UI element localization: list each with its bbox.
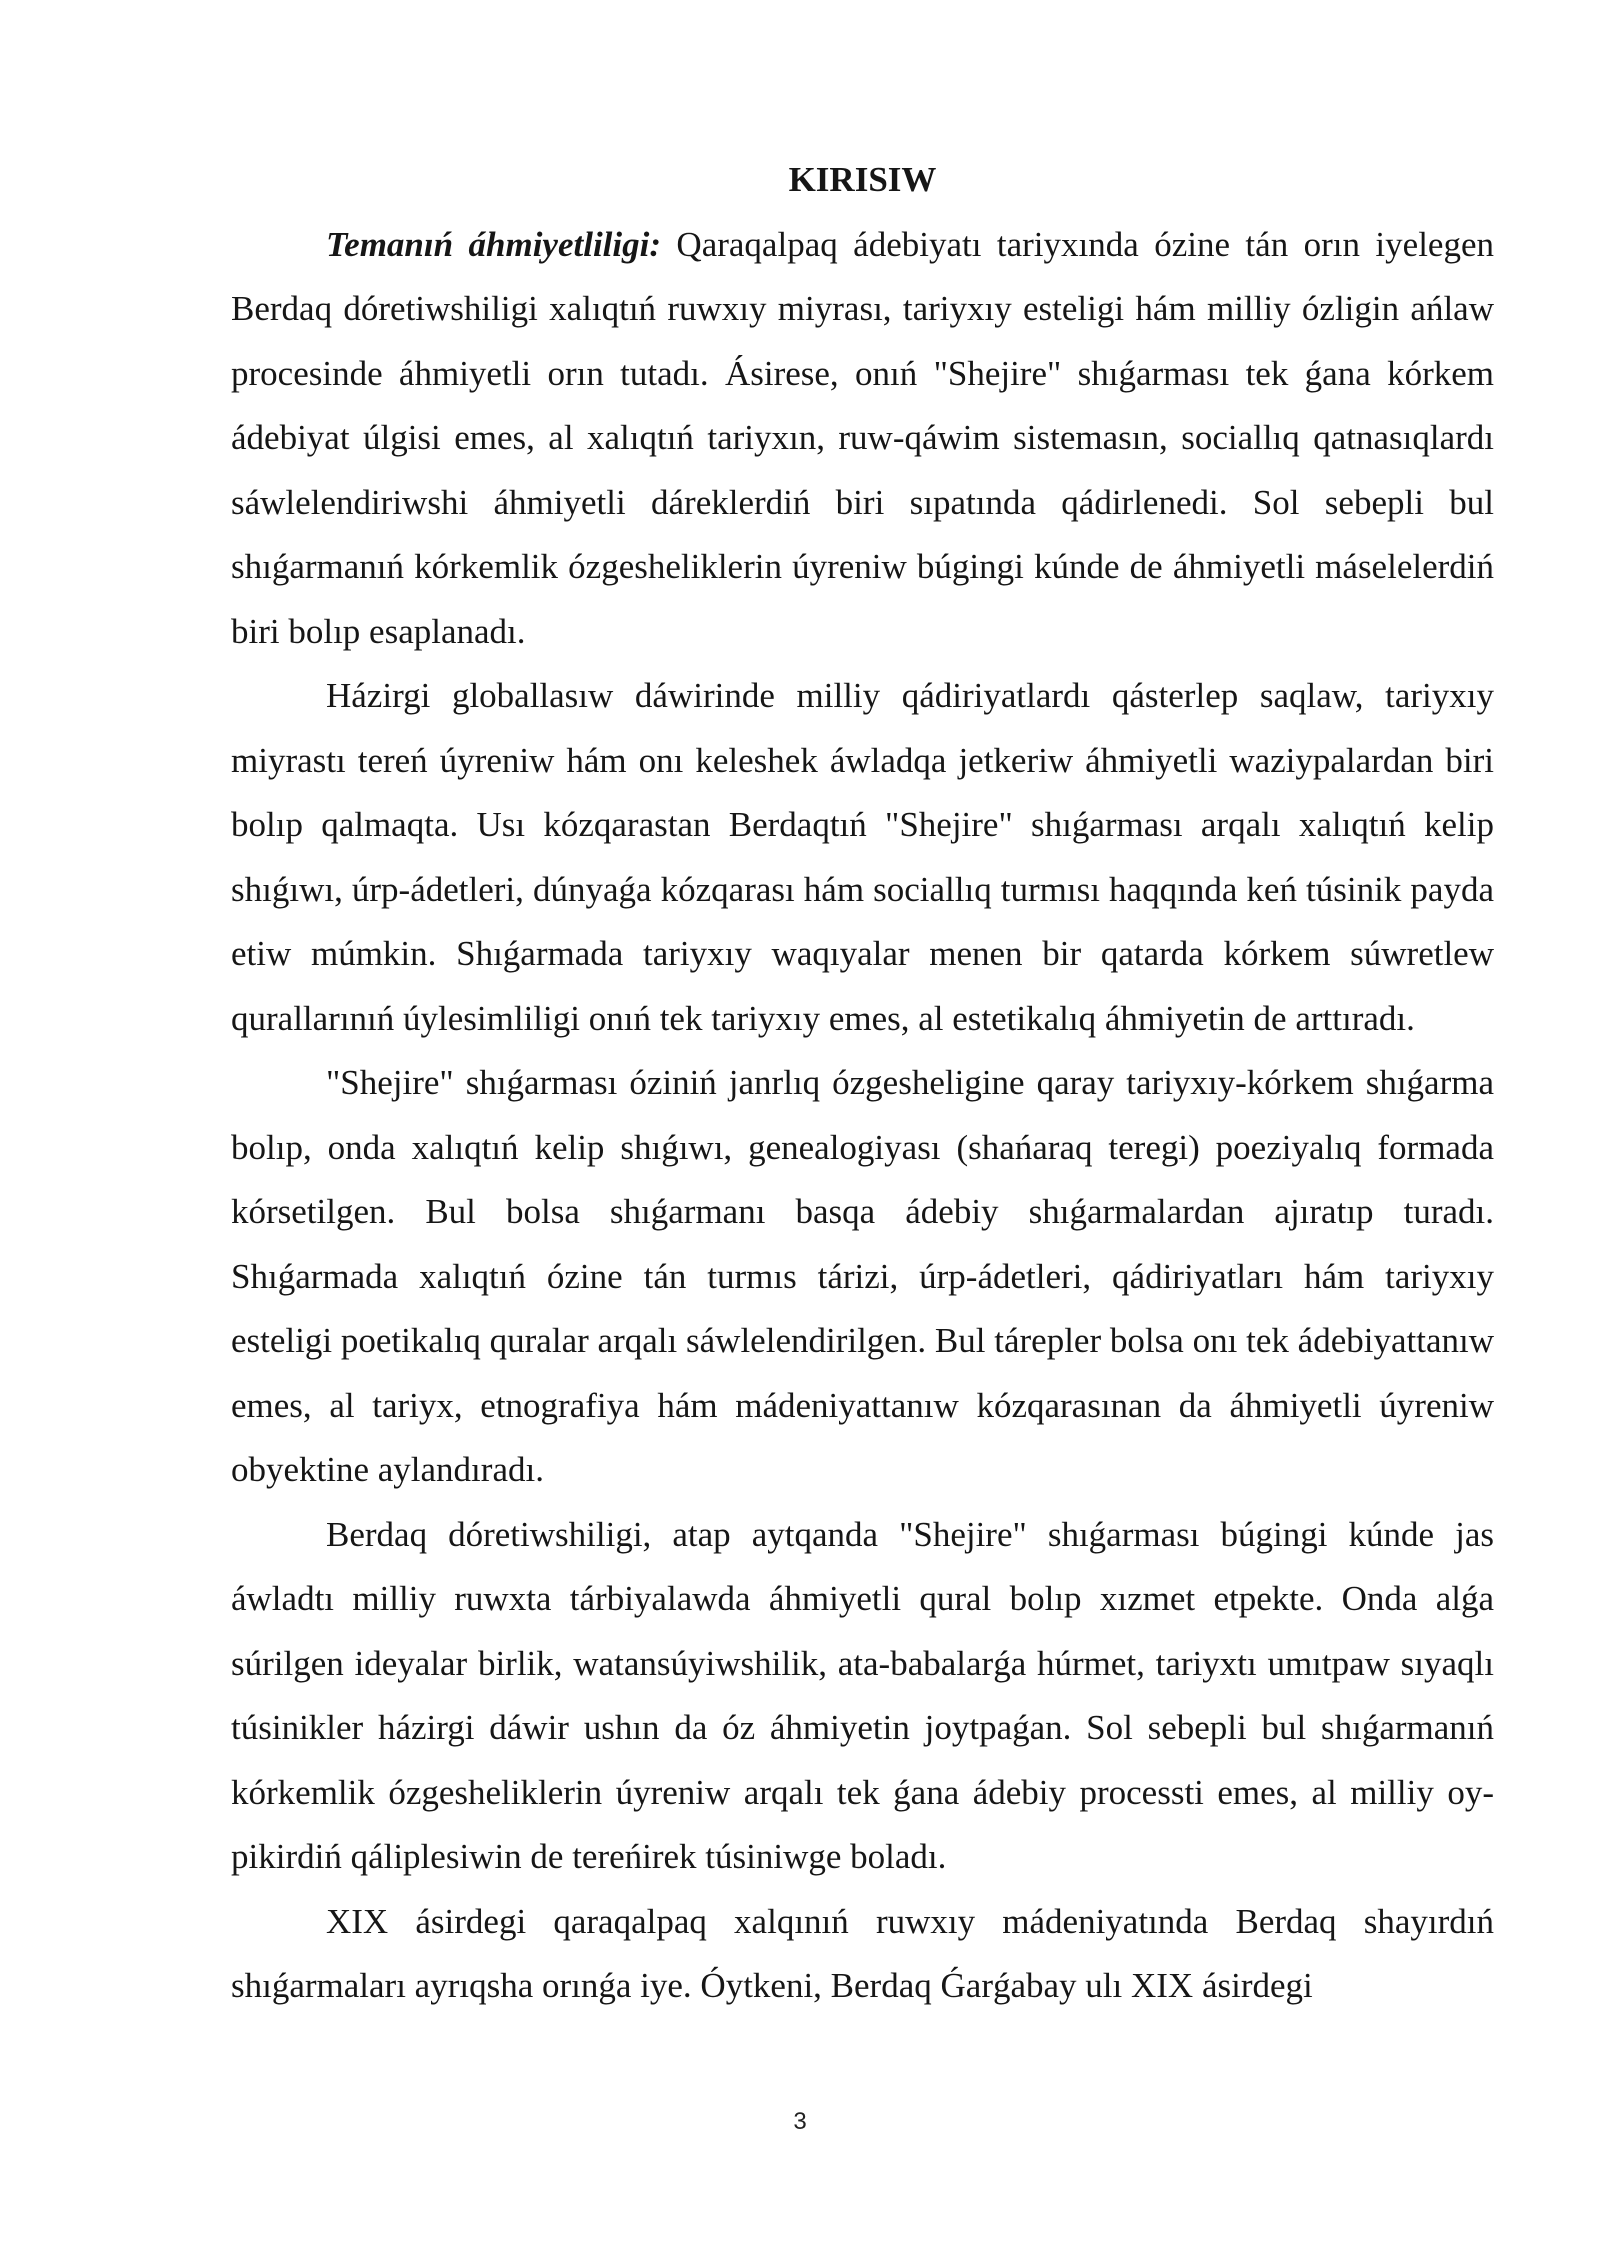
paragraph-text: "Shejire" shıǵarması óziniń janrlıq ózgesheligine qaray tariyxıy-kórkem shıǵarma bolıp, onda xalıqtıń kelip shıǵıwı, genealogiyası (shańaraq teregi) poeziyalıq formada kórsetilgen. Bul bolsa shıǵarmanı basqa ádebiy shıǵarmalardan ajıratıp turadı. Shıǵarmada xalıqtıń ózine tán turmıs tárizi, úrp-ádetleri, qádiriyatları hám tariyxıy esteligi poetikalıq quralar arqalı sáwlelendirilgen. Bul tárepler bolsa onı tek ádebiyattanıw emes, al tariyx, etnografiya hám mádeniyattanıw kózqarasınan da áhmiyetli úyreniw obyektine aylandıradı.	[231, 1063, 1494, 1489]
section-title: KIRISIW	[788, 160, 937, 199]
paragraph-text: Qaraqalpaq ádebiyatı tariyxında ózine tán orın iyelegen Berdaq dóretiwshiligi xalıqtıń ruwxıy miyrası, tariyxıy esteligi hám milliy ózligin ańlaw procesinde áhmiyetli orın tutadı. Ásirese, onıń "Shejire" shıǵarması tek ǵana kórkem ádebiyat úlgisi emes, al xalıqtıń tariyxın, ruw-qáwim sistemasın, sociallıq qatnasıqlardı sáwlelendiriwshi áhmiyetli dáreklerdiń biri sıpatında qádirlenedi. Sol sebepli bul shıǵarmanıń kórkemlik ózgesheliklerin úyreniw búgingi kúnde de áhmiyetli máselelerdiń biri bolıp esaplanadı.	[231, 224, 1494, 651]
paragraph-education	[231, 1503, 1494, 1890]
paragraph-text: XIX ásirdegi qaraqalpaq xalqınıń ruwxıy mádeniyatında Berdaq shayırdıń shıǵarmaları ayrıqsha orınǵa iye. Óytkeni, Berdaq Ǵarǵabay ulı XIX ásirdegi	[231, 1901, 1494, 2005]
paragraph-relevance	[231, 213, 1494, 665]
paragraph-lead: Temanıń áhmiyetliligi:	[326, 224, 661, 264]
paragraph-xix-century	[231, 1890, 1494, 2019]
document-body	[231, 148, 1494, 2019]
paragraph-text: Berdaq dóretiwshiligi, atap aytqanda "Shejire" shıǵarması búgingi kúnde jas áwladtı milliy ruwxta tárbiyalawda áhmiyetli qural bolıp xızmet etpekte. Onda alǵa súrilgen ideyalar birlik, watansúyiwshilik, ata-babalarǵa húrmet, tariyxtı umıtpaw sıyaqlı túsinikler házirgi dáwir ushın da óz áhmiyetin joytpaǵan. Sol sebepli bul shıǵarmanıń kórkemlik ózgesheliklerin úyreniw arqalı tek ǵana ádebiy processti emes, al milliy oy-pikirdiń qáliplesiwin de tereńirek túsiniwge boladı.	[231, 1514, 1494, 1876]
paragraph-genre	[231, 1051, 1494, 1503]
paragraph-text: Házirgi globallasıw dáwirinde milliy qádiriyatlardı qásterlep saqlaw, tariyxıy miyrastı tereń úyreniw hám onı keleshek áwladqa jetkeriw áhmiyetli waziypalardan biri bolıp qalmaqta. Usı kózqarastan Berdaqtıń "Shejire" shıǵarması arqalı xalıqtıń kelip shıǵıwı, úrp-ádetleri, dúnyaǵa kózqarası hám sociallıq turmısı haqqında keń túsinik payda etiw múmkin. Shıǵarmada tariyxıy waqıyalar menen bir qatarda kórkem súwretlew qurallarınıń úylesimliligi onıń tek tariyxıy emes, al estetikalıq áhmiyetin de arttıradı.	[231, 676, 1494, 1038]
page-number: 3	[793, 2108, 807, 2135]
paragraph-globalization	[231, 664, 1494, 1051]
